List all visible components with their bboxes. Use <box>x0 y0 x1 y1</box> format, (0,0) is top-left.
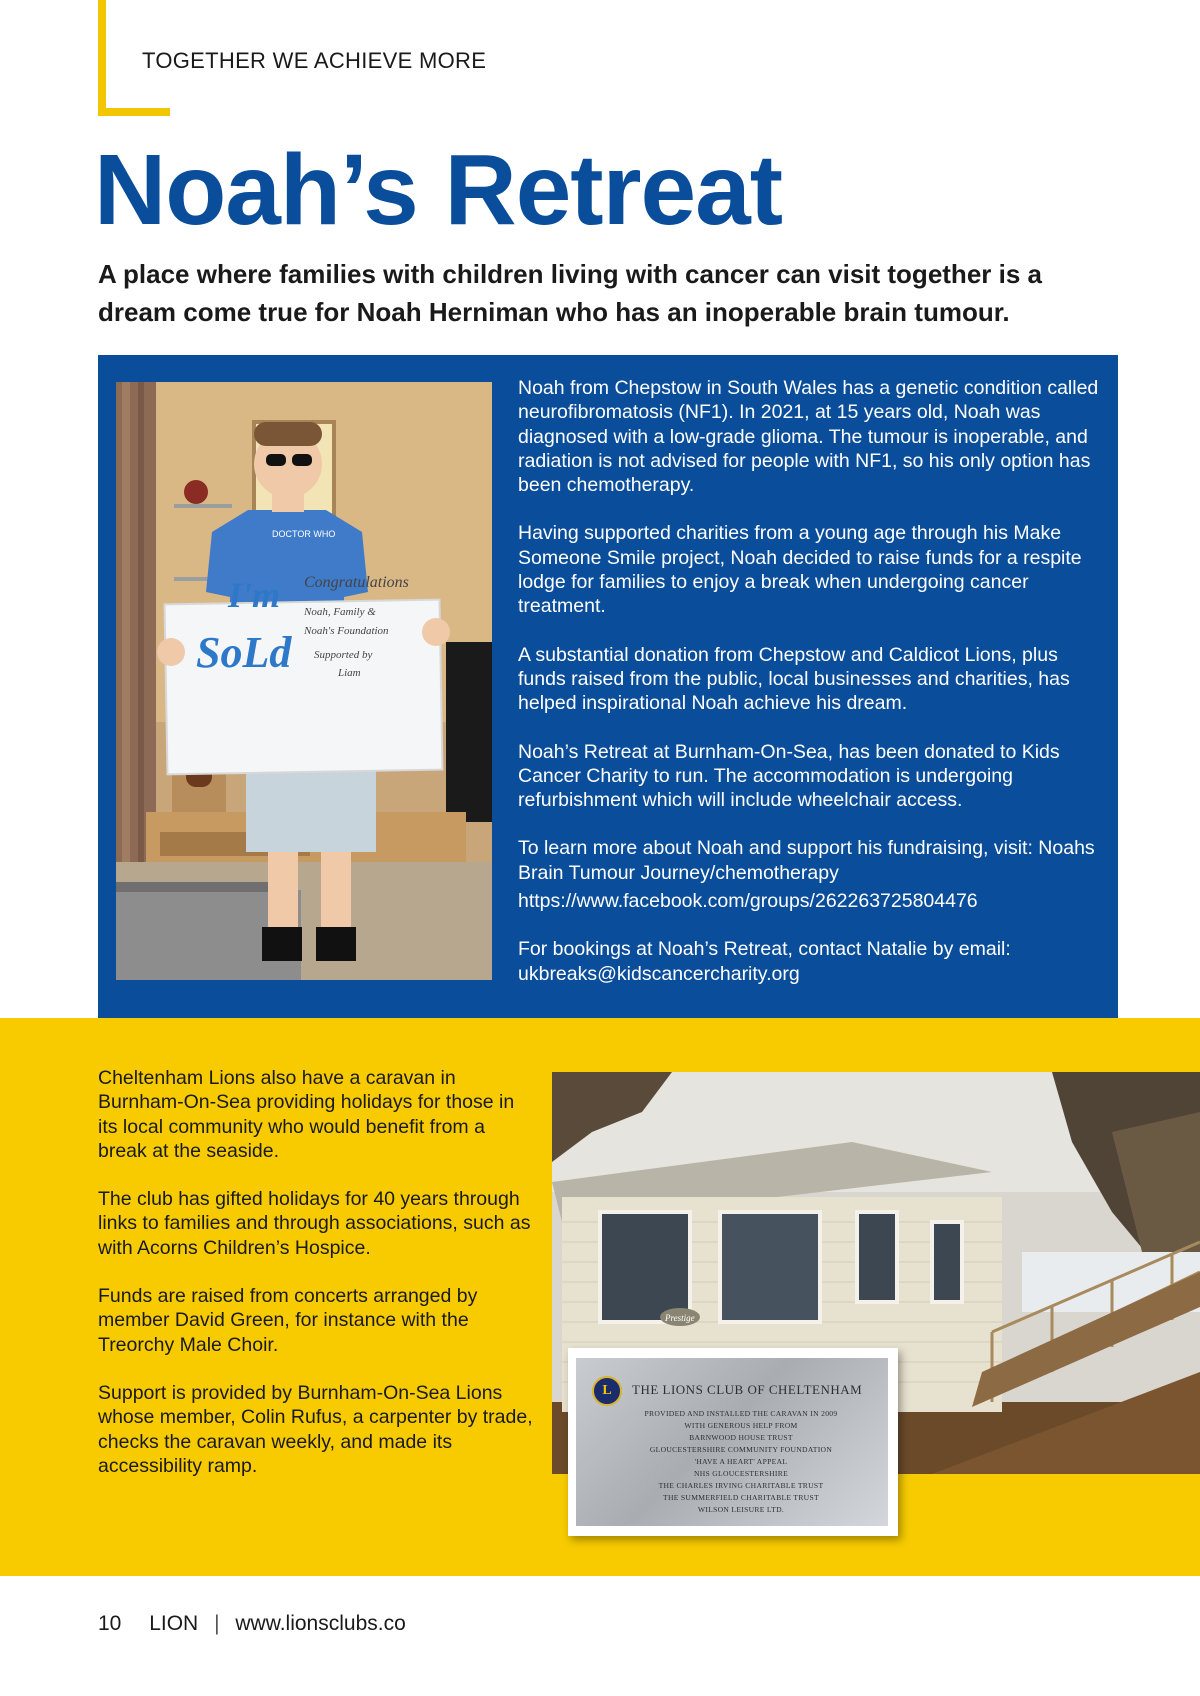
cheltenham-paragraph: Cheltenham Lions also have a caravan in Burnham-On-Sea providing holidays for those in its local community who would benefit from a break at the seaside. <box>98 1067 515 1162</box>
corner-bracket-horizontal <box>98 108 170 116</box>
plaque-line: 'HAVE A HEART' APPEAL <box>694 1457 788 1466</box>
cheltenham-paragraph: Support is provided by Burnham-On-Sea Lions whose member, Colin Rufus, a carpenter by trade, checks the caravan weekly, and made its accessibility ramp. <box>98 1381 533 1477</box>
facebook-link[interactable]: https://www.facebook.com/groups/262263725804476 <box>518 890 978 913</box>
plaque-line: THE SUMMERFIELD CHARITABLE TRUST <box>663 1493 819 1502</box>
sign-line-5: Liam <box>338 667 361 679</box>
lions-plaque <box>576 1358 888 1526</box>
plaque-line: GLOUCESTERSHIRE COMMUNITY FOUNDATION <box>649 1445 833 1454</box>
sign-big-2: SoLd <box>196 628 292 677</box>
cheltenham-body <box>98 1066 538 1502</box>
sign-big-1: I'm <box>228 575 281 615</box>
plaque-line: THE CHARLES IRVING CHARITABLE TRUST <box>658 1481 824 1490</box>
cheltenham-paragraph: Funds are raised from concerts arranged by member David Green, for instance with the Treorchy Male Choir. <box>98 1285 478 1356</box>
shirt-text: DOCTOR WHO <box>272 529 336 539</box>
section-kicker: TOGETHER WE ACHIEVE MORE <box>142 48 487 73</box>
plaque-inscription <box>616 1408 866 1516</box>
corner-bracket-vertical <box>98 0 106 116</box>
caravan-badge: Prestige <box>665 1313 695 1323</box>
plaque-line: BARNWOOD HOUSE TRUST <box>689 1433 793 1442</box>
footer-separator: | <box>214 1612 220 1635</box>
feature-paragraph: Having supported charities from a young age through his Make Someone Smile project, Noah decided to raise funds for a respite lodge for families to enjoy a break when undergoing cancer treatment. <box>518 522 1082 618</box>
feature-paragraph: A substantial donation from Chepstow and Caldicot Lions, plus funds raised from the public, local businesses and charities, has helped inspirational Noah achieve his dream. <box>518 643 1070 715</box>
noah-photo <box>116 382 492 980</box>
plaque-line: WILSON LEISURE LTD. <box>697 1505 785 1514</box>
feature-paragraph: Noah’s Retreat at Burnham-On-Sea, has been donated to Kids Cancer Charity to run. The accommodation is undergoing refurbishment which will include wheelchair access. <box>518 740 1060 812</box>
lions-plaque-photo <box>568 1348 898 1536</box>
feature-body <box>518 376 1110 1010</box>
sign-line-2: Noah, Family & <box>304 606 376 618</box>
article-standfirst: A place where families with children living with cancer can visit together is a dream come true for Noah Herniman who has an inoperable brain tumour. <box>98 259 1042 327</box>
plaque-line: PROVIDED AND INSTALLED THE CARAVAN IN 2009 <box>644 1409 838 1418</box>
page-number: 10 <box>98 1612 122 1635</box>
cheltenham-paragraph: The club has gifted holidays for 40 years through links to families and through associations, such as with Acorns Children’s Hospice. <box>98 1188 531 1259</box>
plaque-line: NHS GLOUCESTERSHIRE <box>693 1469 789 1478</box>
website-link[interactable]: www.lionsclubs.co <box>235 1612 406 1635</box>
lions-emblem-icon: L <box>592 1376 622 1406</box>
page-footer <box>98 1612 406 1636</box>
plaque-title: THE LIONS CLUB OF CHELTENHAM <box>632 1382 863 1397</box>
booking-contact: For bookings at Noah’s Retreat, contact Natalie by email: ukbreaks@kidscancercharity.org <box>518 938 1011 985</box>
plaque-line: WITH GENEROUS HELP FROM <box>684 1421 798 1430</box>
sign-line-1: Congratulations <box>304 574 409 591</box>
sign-line-4: Supported by <box>314 649 373 661</box>
feature-paragraph: To learn more about Noah and support his fundraising, visit: Noahs Brain Tumour Journey/chemotherapy <box>518 837 1095 884</box>
article-title: Noah’s Retreat <box>94 134 783 246</box>
publication-name: LION <box>149 1612 199 1635</box>
sign-line-3: Noah's Foundation <box>304 625 389 637</box>
feature-paragraph: Noah from Chepstow in South Wales has a genetic condition called neurofibromatosis (NF1). In 2021, at 15 years old, Noah was diagnosed with a low-grade glioma. The tumour is inoperable, and radiation is not advised for people with NF1, so his only option has been chemotherapy. <box>518 377 1099 497</box>
